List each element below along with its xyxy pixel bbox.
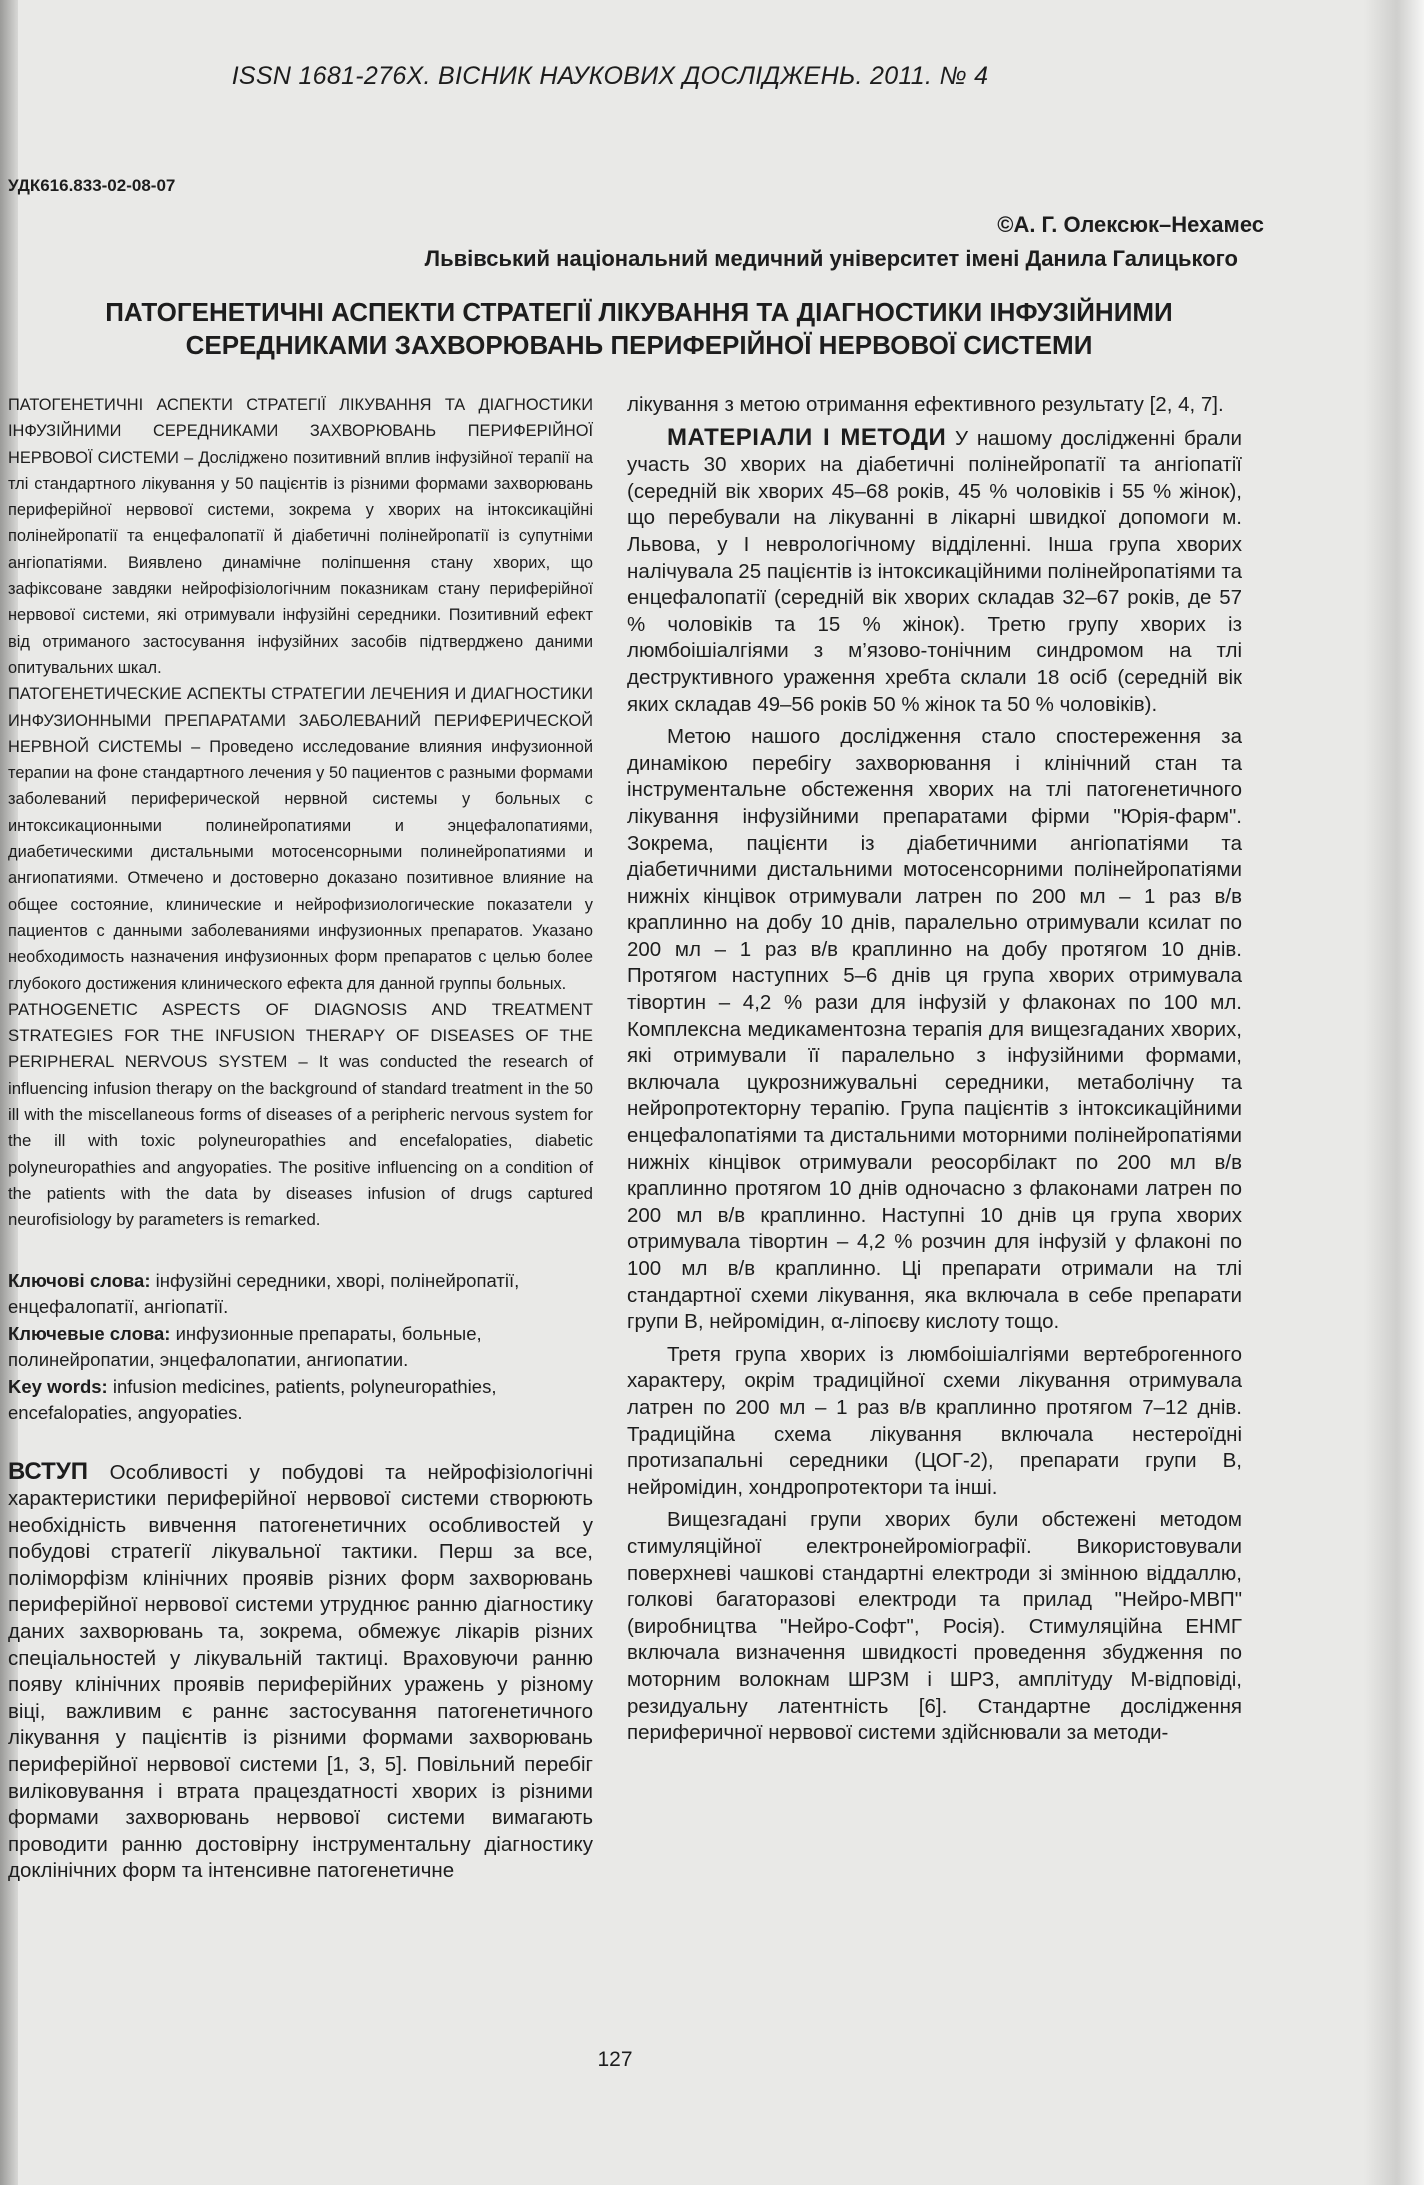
abstract-ru: ПАТОГЕНЕТИЧЕСКИЕ АСПЕКТЫ СТРАТЕГИИ ЛЕЧЕНИЯ И ДИАГНОСТИКИ ИНФУЗИОННЫМИ ПРЕПАРАТАМИ ЗАБОЛЕВАНИЙ ПЕРИФЕРИЧЕСКОЙ НЕРВНОЙ СИСТЕМЫ – Проведено исследование влияния инфузионной терапии на фоне стандартного лечения у 50 пациентов с разными формами заболеваний периферической нервной системы у больных с интоксикационными полинейропатиями и энцефалопатиями, диабетическими дистальными мотосенсорными полинейропатиями и ангиопатиями. Отмечено и достоверно доказано позитивное влияние на общее состояние, клинические и нейрофизиологические показатели у пациентов с данными заболеваниями инфузионных препаратов. Указано необходимость назначения инфузионных форм препаратов с целью более глубокого достижения клинического ефекта для данной группы больных. (8, 685, 593, 993)
emg-paragraph: Вищезгадані групи хворих були обстежені методом стимуляційної електронейроміографії. Використовували поверхневі чашкові стандартні електроди зі змінною віддаллю, голкові багаторазові електроди та прилад "Нейро-МВП" (виробництва "Нейро-Софт", Росія). Стимуляційна ЕНМГ включала визначення швидкості проведення збудження по моторним волокнам ШРЗМ і ШРЗ, амплітуду М-відповіді, резидуальну латентність [6]. Стандартне дослідження периферичної нервової системи здійснювали за методи- (627, 1508, 1242, 1745)
right-column (627, 392, 1242, 1747)
journal-header: ISSN 1681-276X. ВІСНИК НАУКОВИХ ДОСЛІДЖЕНЬ. 2011. № 4 (231, 62, 989, 90)
introduction (8, 1459, 593, 1886)
continued-paragraph: лікування з метою отримання ефективного результату [2, 4, 7]. (627, 393, 1224, 416)
title-line-1: ПАТОГЕНЕТИЧНІ АСПЕКТИ СТРАТЕГІЇ ЛІКУВАННЯ ТА ДІАГНОСТИКИ ІНФУЗІЙНИМИ (105, 297, 1173, 327)
methods-text: У нашому дослідженні брали участь 30 хворих на діабетичні полінейропатії та ангіопатії (середній вік хворих 45–68 років, 45 % чоловіків і 55 % жінок), що перебували на лікуванні в лікарні швидкої допомоги м. Львова, у І неврологічному відділенні. Інша група хворих налічувала 25 пацієнтів із інтоксикаційними полінейропатіями та енцефалопатії (середній вік хворих складав 32–67 років, де 57 % чоловіків та 15 % жінок). Третю групу хворих із люмбоішіалгіями з м’язово-тонічним синдромом на тлі деструктивного ураження хребта склали 18 осіб (середній вік яких складав 49–56 років 50 % жінок та 50 % чоловіків). (627, 426, 1242, 716)
keywords-ru-label: Ключевые слова: (8, 1322, 171, 1344)
left-column (8, 392, 593, 1885)
abstract-en: PATHOGENETIC ASPECTS OF DIAGNOSIS AND TREATMENT STRATEGIES FOR THE INFUSION THERAPY OF DISEASES OF THE PERIPHERAL NERVOUS SYSTEM – It was conducted the research of influencing infusion therapy on the background of standard treatment in the 50 ill with the miscellaneous forms of diseases of a peripheric nervous system for the ill with toxic polyneuropathies and encefalopaties, diabetic polyneuropathies and angyopaties. The positive influencing on a condition of the patients with the data by diseases infusion of drugs captured neurofisiology by parameters is remarked. (8, 999, 593, 1230)
keywords-uk-label: Ключові слова: (8, 1269, 151, 1291)
title-line-2: СЕРЕДНИКАМИ ЗАХВОРЮВАНЬ ПЕРИФЕРІЙНОЇ НЕРВОВОЇ СИСТЕМИ (185, 330, 1093, 360)
intro-text: Особливості у побудові та нейрофізіологічні характеристики периферійної нервової системи створюють необхідність вивчення патогенетичних особливостей у побудові стратегії лікувальної тактики. Перш за все, поліморфізм клінічних проявів різних форм захворювань периферійної нервової системи утруднює ранню діагностику даних захворювань та, зокрема, обмежує лікарів різних спеціальностей у лікувальній тактиці. Враховуючи ранню появу клінічних проявів периферійних уражень у різному віці, важливим є раннє застосування патогенетичного лікування у пацієнтів із різними формами захворювань периферійної нервової системи [1, 3, 5]. Повільний перебіг виліковування і втрата працездатності хворих із різними формами захворювань нервової системи вимагають проводити ранню достовірну інструментальну діагностику доклінічних форм та інтенсивне патогенетичне (8, 1460, 593, 1883)
keywords-en-text: infusion medicines, patients, polyneuropathies, encefalopaties, angyopaties. (8, 1375, 497, 1423)
keywords-ru-text: инфузионные препараты, больные, полинейропатии, энцефалопатии, ангиопатии. (8, 1322, 482, 1370)
intro-heading: ВСТУП (8, 1457, 88, 1485)
scan-edge-right (1364, 0, 1424, 2185)
author-line: ©А. Г. Олексюк–Нехамес (997, 212, 1264, 237)
aim-paragraph: Метою нашого дослідження стало спостереження за динамікою перебігу захворювання і клінічний стан та інструментальне обстеження хворих на тлі патогенетичного лікування інфузійними препаратами фірми "Юрія-фарм". Зокрема, пацієнти із діабетичними ангіопатіями та діабетичними дистальними мотосенсорними полінейропатіями нижніх кінцівок отримували латрен по 200 мл – 1 раз в/в краплинно на добу 10 днів, паралельно отримували ксилат по 200 мл – 1 раз в/в краплинно на добу протягом 10 днів. Протягом наступних 5–6 днів ця група хворих отримувала тівортин – 4,2 % рази для інфузій у флаконах по 100 мл. Комплексна медикаментозна терапія для вищезгаданих хворих, які отримували її паралельно з інфузійними формами, включала цукрознижувальні середники, метаболічну та нейропротекторну терапію. Група пацієнтів з інтоксикаційними енцефалопатіями та дистальними моторними полінейропатіями нижніх кінцівок отримували реосорбілакт по 200 мл в/в краплинно протягом 10 днів одночасно з флаконами латрен по 200 мл в/в краплинно. Наступні 10 днів ця група хворих отримувала тівортин – 4,2 % розчин для інфузій у флаконі по 100 мл в/в краплинно. Ці препарати отримали на тлі стандартної схеми лікування, яка включала в себе препарати групи В, нейромідин, α-ліпоєву кислоту тощо. (627, 725, 1242, 1334)
page-number: 127 (597, 2048, 633, 2071)
keywords-en-label: Key words: (8, 1375, 108, 1397)
abstract-uk: ПАТОГЕНЕТИЧНІ АСПЕКТИ СТРАТЕГІЇ ЛІКУВАННЯ ТА ДІАГНОСТИКИ ІНФУЗІЙНИМИ СЕРЕДНИКАМИ ЗАХВОРЮВАНЬ ПЕРИФЕРІЙНОЇ НЕРВОВОЇ СИСТЕМИ – Досліджено позитивний вплив інфузійної терапії на тлі стандартного лікування у 50 пацієнтів із різними формами захворювань периферійної нервової системи, зокрема у хворих на інтоксикаційні полінейропатії та енцефалопатії й діабетичні полінейропатії із супутніми ангіопатіями. Виявлено динамічне поліпшення стану хворих, що зафіксоване завдяки нейрофізіологічним показникам стану периферійної нервової системи, які отримували інфузійні середники. Позитивний ефект від отриманого застосування інфузійних засобів підтверджено даними опитувальних шкал. (8, 396, 593, 677)
abstracts (8, 392, 593, 1234)
udc-code: УДК616.833-02-08-07 (8, 176, 176, 195)
third-group-paragraph: Третя група хворих із люмбоішіалгіями вертеброгенного характеру, окрім традиційної схеми лікування отримувала латрен по 200 мл – 1 раз в/в краплинно протягом 7–12 днів. Традиційна схема лікування включала нестероїдні протизапальні середники (ЦОГ-2), препарати групи В, нейромідин, хондропротектори та інші. (627, 1342, 1242, 1499)
keywords (8, 1268, 593, 1427)
intro-paragraph (8, 1459, 593, 1886)
methods-heading: МАТЕРІАЛИ І МЕТОДИ (667, 423, 947, 451)
keywords-ru (8, 1321, 593, 1374)
affiliation: Львівський національний медичний університет імені Данила Галицького (424, 246, 1238, 271)
keywords-uk-text: інфузійні середники, хворі, полінейропатії, енцефалопатії, ангіопатії. (8, 1269, 520, 1317)
keywords-en (8, 1374, 593, 1427)
keywords-uk (8, 1268, 593, 1321)
methods-paragraph (627, 425, 1242, 719)
article-title (44, 296, 1234, 362)
